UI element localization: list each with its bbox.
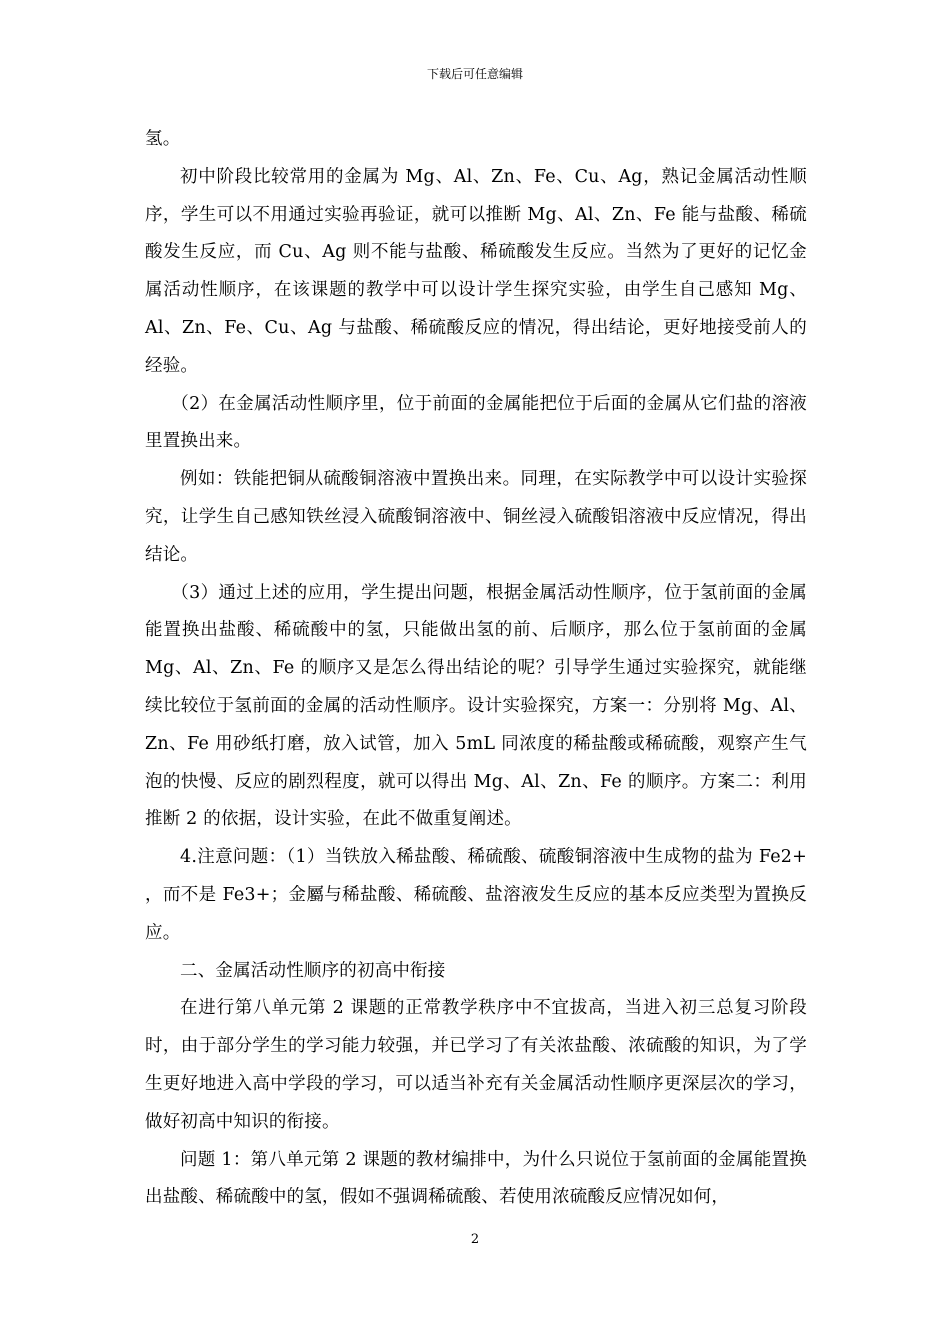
paragraph-common-metals: 初中阶段比较常用的金属为 Mg、Al、Zn、Fe、Cu、Ag，熟记金属活动性顺序，学生可以不用通过实验再验证，就可以推断 Mg、Al、Zn、Fe 能与盐酸、稀硫酸发生反应，而 Cu、Ag 则不能与盐酸、稀硫酸发生反应。当然为了更好的记忆金属活动性顺序，在该课题的教学中可以设计学生探究实验，由学生自己感知 Mg、Al、Zn、Fe、Cu、Ag 与盐酸、稀硫酸反应的情况，得出结论，更好地接受前人的经验。 — [145, 166, 807, 376]
paragraph-transition: 在进行第八单元第 2 课题的正常教学秩序中不宜拔高，当进入初三总复习阶段时，由于部分学生的学习能力较强，并已学习了有关浓盐酸、浓硫酸的知识，为了学生更好地进入高中学段的学习，可以适当补充有关金属活动性顺序更深层次的学习，做好初高中知识的衔接。 — [145, 998, 807, 1132]
section-heading: 二、金属活动性顺序的初高中衔接 — [180, 960, 446, 981]
paragraph-question-1: 问题 1：第八单元第 2 课题的教材编排中，为什么只说位于氢前面的金属能置换出盐酸、稀硫酸中的氢，假如不强调稀硫酸、若使用浓硫酸反应情况如何， — [145, 1149, 807, 1208]
page-number: 2 — [470, 1232, 480, 1247]
paragraph-notes: 4.注意问题：（1）当铁放入稀盐酸、稀硫酸、硫酸铜溶液中生成物的盐为 Fe2+ ，而不是 Fe3+；金屬与稀盐酸、稀硫酸、盐溶液发生反应的基本反应类型为置换反应。 — [145, 847, 807, 943]
paragraph-rule-3: （3）通过上述的应用，学生提出问题，根据金属活动性顺序，位于氢前面的金属能置换出盐酸、稀硫酸中的氢，只能做出氢的前、后顺序，那么位于氢前面的金属 Mg、Al、Zn、Fe 的顺序又是怎么得出结论的呢？引导学生通过实验探究，就能继续比较位于氢前面的金属的活动性顺序。设计实验探究，方案一：分别将 Mg、Al、Zn、Fe 用砂纸打磨，放入试管，加入 5mL 同浓度的稀盐酸或稀硫酸，观察产生气泡的快慢、反应的剧烈程度，就可以得出 Mg、Al、Zn、Fe 的顺序。方案二：利用推断 2 的依据，设计实验，在此不做重复阐述。 — [145, 582, 807, 830]
paragraph-continuation: 氢。 — [145, 129, 181, 149]
document-body — [145, 121, 807, 1217]
paragraph-rule-2: （2）在金属活动性顺序里，位于前面的金属能把位于后面的金属从它们盐的溶液里置换出来。 — [145, 393, 807, 452]
paragraph-example: 例如：铁能把铜从硫酸铜溶液中置换出来。同理，在实际教学中可以设计实验探究，让学生自己感知铁丝浸入硫酸铜溶液中、铜丝浸入硫酸铝溶液中反应情况，得出结论。 — [145, 469, 807, 565]
page-header: 下载后可任意编辑 — [426, 67, 523, 81]
